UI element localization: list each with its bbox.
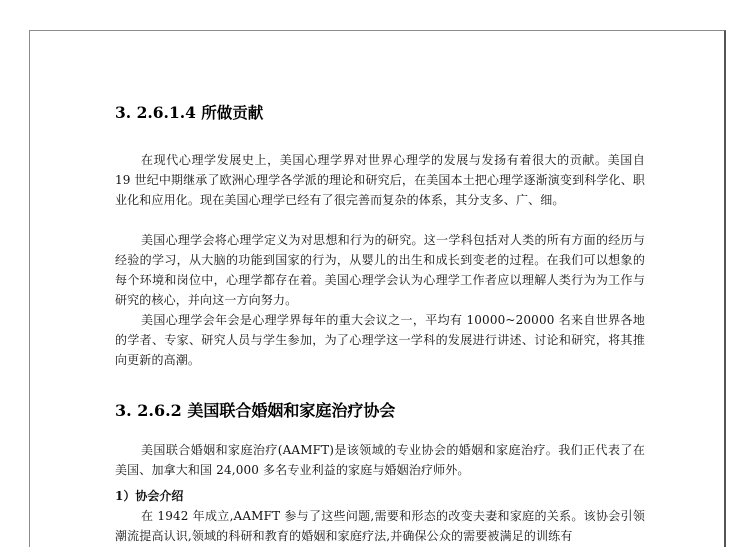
paragraph: 美国心理学会将心理学定义为对思想和行为的研究。这一学科包括对人类的所有方面的经历与经验的学习，从大脑的功能到国家的行为，从婴儿的出生和成长到变老的过程。在我们可以想象的每个环境和岗位中，心理学都存在着。美国心理学会认为心理学工作者应以理解人类行为为工作与研究的核心，并向这一方向努力。 [115, 233, 645, 307]
paragraph: 美国联合婚姻和家庭治疗(AAMFT)是该领域的专业协会的婚姻和家庭治疗。我们正代表了在美国、加拿大和国 24,000 多名专业利益的家庭与婚姻治疗师外。 [115, 443, 645, 477]
section-heading-aamft: 3. 2.6.2 美国联合婚姻和家庭治疗协会 [115, 401, 396, 420]
subheading-association-intro: 1）协会介绍 [115, 489, 184, 503]
paragraph: 美国心理学会年会是心理学界每年的重大会议之一，平均有 10000~20000 名来自世界各地的学者、专家、研究人员与学生参加，为了心理学这一学科的发展进行讲述、讨论和研究，将其推向更新的高潮。 [115, 313, 645, 367]
paragraph: 在现代心理学发展史上，美国心理学界对世界心理学的发展与发扬有着很大的贡献。美国自 19 世纪中期继承了欧洲心理学各学派的理论和研究后，在美国本土把心理学逐渐演变到科学化、职业化和应用化。现在美国心理学已经有了很完善而复杂的体系，其分支多、广、细。 [115, 153, 645, 207]
section-heading-contributions: 3. 2.6.1.4 所做贡献 [115, 103, 264, 122]
paragraph: 在 1942 年成立,AAMFT 参与了这些问题,需要和形态的改变夫妻和家庭的关系。该协会引领潮流提高认识,领域的科研和教育的婚姻和家庭疗法,并确保公众的需要被满足的训练有 [115, 509, 645, 543]
